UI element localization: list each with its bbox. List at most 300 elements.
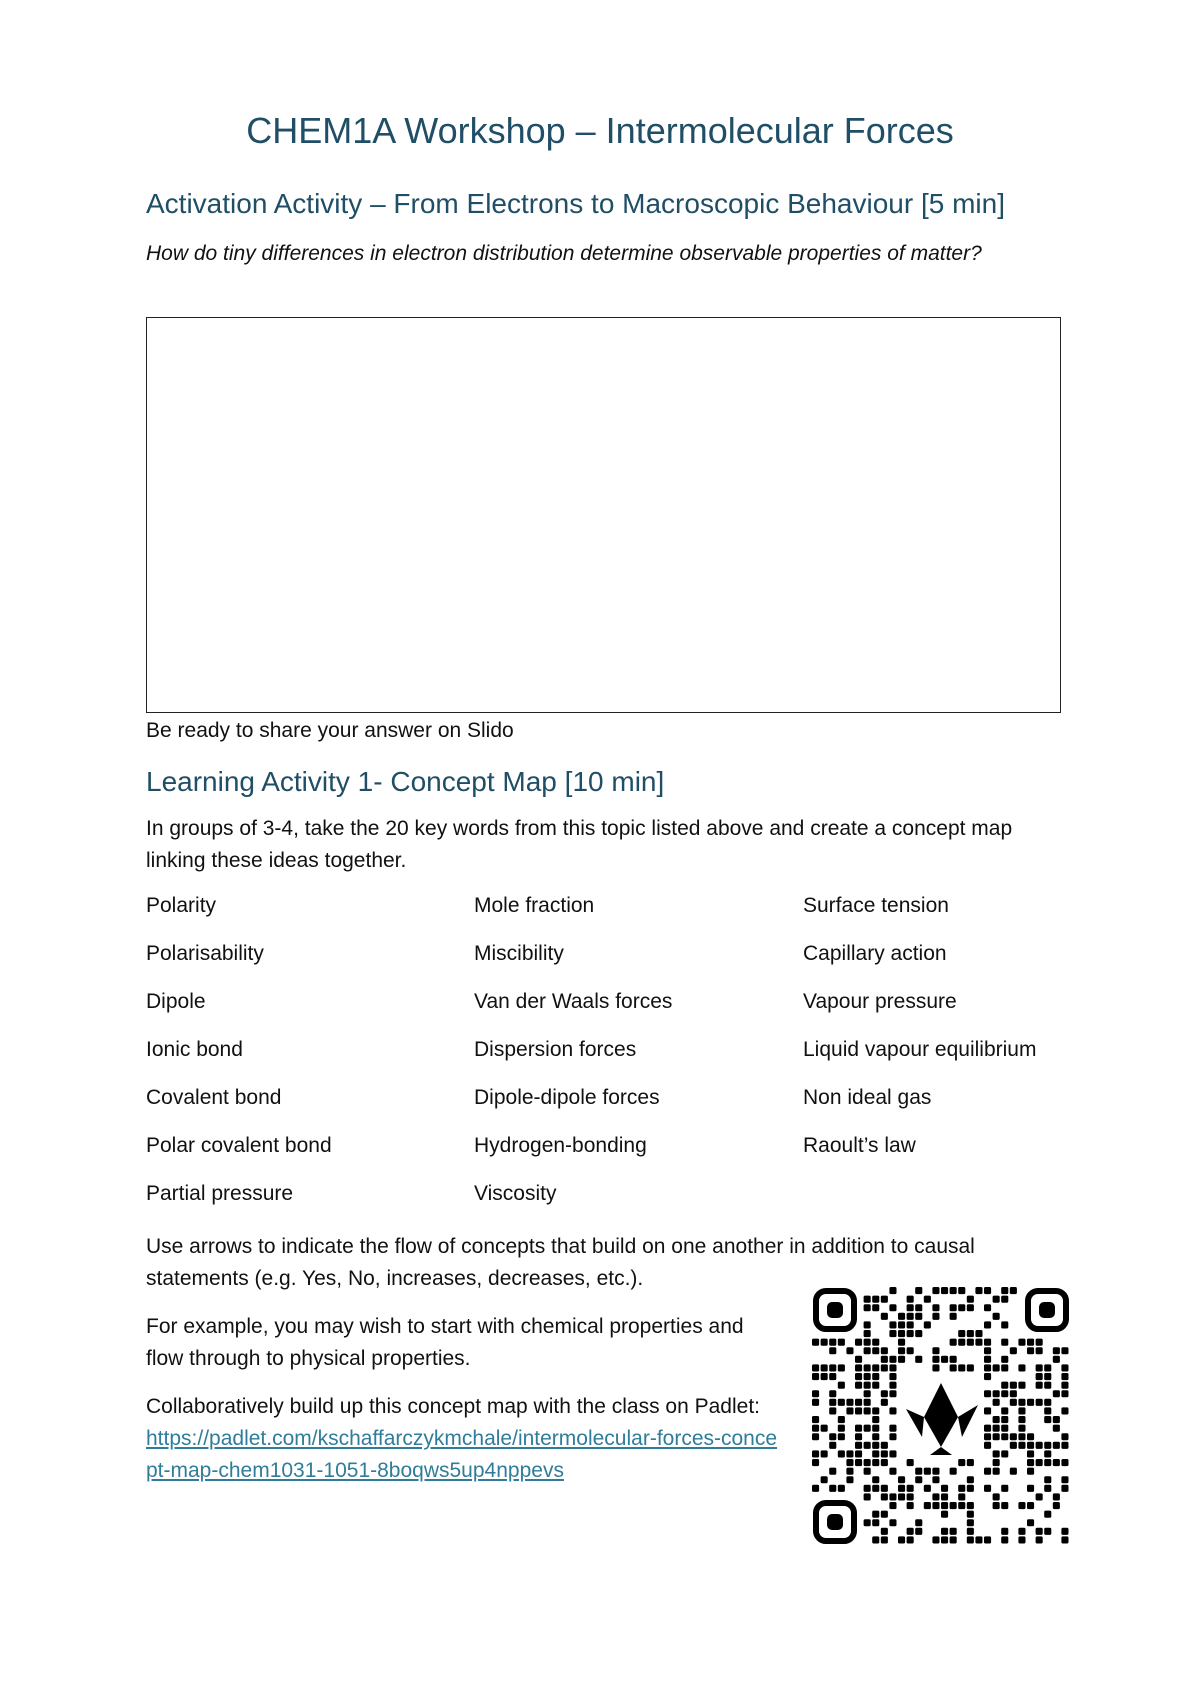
qr-module — [967, 1364, 974, 1371]
qr-module — [915, 1519, 922, 1526]
qr-module — [881, 1364, 888, 1371]
qr-module — [915, 1313, 922, 1320]
qr-module — [967, 1511, 974, 1518]
qr-module — [1044, 1373, 1051, 1380]
qr-module — [1010, 1399, 1017, 1406]
qr-module — [984, 1287, 991, 1294]
qr-module — [1061, 1476, 1068, 1483]
qr-module — [829, 1485, 836, 1492]
qr-module — [950, 1536, 957, 1543]
qr-module — [924, 1296, 931, 1303]
qr-module — [889, 1382, 896, 1389]
qr-module — [889, 1364, 896, 1371]
qr-module — [1053, 1425, 1060, 1432]
qr-module — [941, 1528, 948, 1535]
qr-module — [1027, 1399, 1034, 1406]
qr-module — [889, 1433, 896, 1440]
qr-module — [872, 1536, 879, 1543]
qr-module — [898, 1476, 905, 1483]
qr-module — [889, 1493, 896, 1500]
qr-module — [881, 1442, 888, 1449]
qr-module — [829, 1399, 836, 1406]
qr-module — [864, 1296, 871, 1303]
qr-module — [872, 1425, 879, 1432]
answer-box[interactable] — [146, 317, 1061, 713]
keyword: Surface tension — [803, 894, 949, 917]
qr-module — [984, 1373, 991, 1380]
qr-module — [864, 1407, 871, 1414]
qr-module — [932, 1313, 939, 1320]
qr-module — [846, 1476, 853, 1483]
qr-module — [932, 1304, 939, 1311]
qr-module — [838, 1399, 845, 1406]
qr-module — [881, 1485, 888, 1492]
qr-module — [1027, 1347, 1034, 1354]
qr-module — [1053, 1459, 1060, 1466]
learning-intro: In groups of 3-4, take the 20 key words from this topic listed above and create a concept map linking these ideas together. — [146, 817, 1013, 872]
qr-module — [1001, 1339, 1008, 1346]
qr-module — [872, 1476, 879, 1483]
qr-module — [829, 1407, 836, 1414]
qr-module — [881, 1399, 888, 1406]
qr-module — [941, 1287, 948, 1294]
qr-module — [864, 1519, 871, 1526]
qr-module — [812, 1399, 819, 1406]
qr-module — [932, 1468, 939, 1475]
qr-module — [829, 1442, 836, 1449]
qr-module — [1036, 1493, 1043, 1500]
qr-module — [889, 1356, 896, 1363]
qr-module — [941, 1511, 948, 1518]
qr-module — [1001, 1433, 1008, 1440]
qr-module — [1027, 1519, 1034, 1526]
qr-module — [1001, 1536, 1008, 1543]
qr-module — [924, 1485, 931, 1492]
activation-heading: Activation Activity – From Electrons to Macroscopic Behaviour [5 min] — [146, 188, 1005, 219]
qr-module — [898, 1330, 905, 1337]
qr-module — [864, 1399, 871, 1406]
qr-module — [975, 1330, 982, 1337]
qr-module — [889, 1304, 896, 1311]
qr-module — [889, 1468, 896, 1475]
qr-module — [872, 1416, 879, 1423]
qr-module — [812, 1425, 819, 1432]
collab-instruction — [146, 1391, 786, 1487]
qr-module — [1036, 1399, 1043, 1406]
qr-module — [958, 1493, 965, 1500]
qr-module — [941, 1493, 948, 1500]
qr-module — [941, 1485, 948, 1492]
qr-module — [898, 1313, 905, 1320]
qr-module — [1001, 1321, 1008, 1328]
qr-module — [846, 1468, 853, 1475]
qr-module — [889, 1519, 896, 1526]
qr-module — [838, 1450, 845, 1457]
qr-module — [1010, 1468, 1017, 1475]
qr-module — [1018, 1442, 1025, 1449]
qr-module — [993, 1364, 1000, 1371]
qr-module — [889, 1287, 896, 1294]
qr-module — [898, 1339, 905, 1346]
qr-module — [872, 1339, 879, 1346]
qr-module — [950, 1528, 957, 1535]
qr-module — [993, 1493, 1000, 1500]
qr-module — [1044, 1364, 1051, 1371]
qr-module — [907, 1321, 914, 1328]
qr-module — [855, 1364, 862, 1371]
qr-module — [967, 1485, 974, 1492]
qr-module — [1044, 1459, 1051, 1466]
qr-module — [821, 1339, 828, 1346]
qr-module — [958, 1502, 965, 1509]
qr-module — [864, 1321, 871, 1328]
qr-module — [1027, 1502, 1034, 1509]
qr-module — [1010, 1347, 1017, 1354]
qr-module — [881, 1296, 888, 1303]
qr-module — [872, 1364, 879, 1371]
qr-module — [855, 1373, 862, 1380]
qr-module — [1001, 1416, 1008, 1423]
qr-module — [984, 1433, 991, 1440]
qr-module — [864, 1373, 871, 1380]
qr-module — [1018, 1536, 1025, 1543]
qr-module — [932, 1356, 939, 1363]
qr-module — [1044, 1442, 1051, 1449]
qr-module — [984, 1468, 991, 1475]
qr-module — [1053, 1390, 1060, 1397]
qr-module — [1001, 1296, 1008, 1303]
qr-module — [950, 1313, 957, 1320]
qr-module — [829, 1433, 836, 1440]
qr-module — [1053, 1356, 1060, 1363]
qr-module — [864, 1459, 871, 1466]
qr-module — [864, 1493, 871, 1500]
qr-module — [1010, 1433, 1017, 1440]
qr-module — [1036, 1528, 1043, 1535]
qr-module — [846, 1459, 853, 1466]
qr-module — [872, 1519, 879, 1526]
qr-module — [975, 1536, 982, 1543]
qr-module — [1018, 1407, 1025, 1414]
qr-module — [907, 1313, 914, 1320]
qr-module — [881, 1528, 888, 1535]
qr-module — [898, 1321, 905, 1328]
qr-module — [1001, 1528, 1008, 1535]
qr-module — [967, 1296, 974, 1303]
qr-module — [838, 1433, 845, 1440]
qr-module — [872, 1382, 879, 1389]
qr-module — [881, 1450, 888, 1457]
qr-module — [1044, 1382, 1051, 1389]
qr-module — [864, 1339, 871, 1346]
qr-module — [1036, 1536, 1043, 1543]
qr-module — [1044, 1485, 1051, 1492]
qr-module — [812, 1373, 819, 1380]
qr-module — [1036, 1382, 1043, 1389]
qr-module — [1036, 1364, 1043, 1371]
qr-module — [932, 1364, 939, 1371]
qr-module — [872, 1373, 879, 1380]
qr-module — [1001, 1287, 1008, 1294]
qr-module — [958, 1330, 965, 1337]
qr-module — [984, 1339, 991, 1346]
qr-module — [881, 1493, 888, 1500]
qr-module — [1010, 1442, 1017, 1449]
qr-module — [812, 1459, 819, 1466]
keyword: Van der Waals forces — [474, 990, 673, 1013]
qr-module — [1061, 1382, 1068, 1389]
qr-module — [864, 1382, 871, 1389]
qr-module — [855, 1339, 862, 1346]
keyword: Ionic bond — [146, 1038, 243, 1061]
qr-module — [984, 1425, 991, 1432]
qr-module — [1010, 1390, 1017, 1397]
qr-module — [1053, 1493, 1060, 1500]
qr-module — [932, 1476, 939, 1483]
qr-module — [812, 1485, 819, 1492]
keyword: Covalent bond — [146, 1086, 282, 1109]
qr-module — [1036, 1442, 1043, 1449]
qr-module — [1061, 1536, 1068, 1543]
qr-module — [915, 1330, 922, 1337]
qr-module — [1061, 1373, 1068, 1380]
qr-module — [889, 1390, 896, 1397]
qr-module — [984, 1347, 991, 1354]
qr-module — [1018, 1425, 1025, 1432]
qr-module — [889, 1425, 896, 1432]
qr-module — [915, 1528, 922, 1535]
qr-module — [967, 1536, 974, 1543]
qr-module — [932, 1502, 939, 1509]
qr-module — [967, 1459, 974, 1466]
qr-module — [993, 1425, 1000, 1432]
page-title: CHEM1A Workshop – Intermolecular Forces — [246, 110, 954, 151]
qr-module — [1061, 1390, 1068, 1397]
qr-module — [872, 1407, 879, 1414]
qr-module — [872, 1450, 879, 1457]
qr-module — [1061, 1485, 1068, 1492]
qr-module — [932, 1287, 939, 1294]
qr-module — [889, 1330, 896, 1337]
keyword: Polar covalent bond — [146, 1134, 332, 1157]
qr-module — [984, 1390, 991, 1397]
qr-module — [838, 1485, 845, 1492]
qr-module — [993, 1390, 1000, 1397]
qr-module — [829, 1339, 836, 1346]
qr-module — [950, 1304, 957, 1311]
qr-module — [855, 1382, 862, 1389]
qr-module — [1001, 1450, 1008, 1457]
qr-module — [881, 1536, 888, 1543]
qr-module — [1044, 1399, 1051, 1406]
qr-module — [967, 1502, 974, 1509]
qr-module — [838, 1339, 845, 1346]
qr-module — [1010, 1287, 1017, 1294]
qr-module — [829, 1364, 836, 1371]
qr-module — [915, 1468, 922, 1475]
qr-module — [812, 1390, 819, 1397]
qr-module — [993, 1416, 1000, 1423]
qr-module — [821, 1450, 828, 1457]
qr-module — [993, 1296, 1000, 1303]
qr-module — [984, 1442, 991, 1449]
qr-module — [1061, 1407, 1068, 1414]
qr-module — [950, 1364, 957, 1371]
qr-module — [950, 1502, 957, 1509]
qr-module — [1053, 1442, 1060, 1449]
qr-module — [864, 1364, 871, 1371]
qr-module — [958, 1304, 965, 1311]
qr-module — [1027, 1485, 1034, 1492]
qr-module — [915, 1356, 922, 1363]
qr-module — [975, 1339, 982, 1346]
qr-module — [984, 1364, 991, 1371]
qr-module — [872, 1347, 879, 1354]
qr-module — [958, 1339, 965, 1346]
qr-module — [993, 1450, 1000, 1457]
qr-module — [846, 1347, 853, 1354]
qr-module — [881, 1459, 888, 1466]
qr-module — [907, 1528, 914, 1535]
qr-module — [889, 1321, 896, 1328]
qr-module — [855, 1407, 862, 1414]
qr-module — [967, 1528, 974, 1535]
qr-module — [1053, 1502, 1060, 1509]
share-note: Be ready to share your answer on Slido — [146, 719, 514, 742]
qr-module — [855, 1425, 862, 1432]
qr-module — [864, 1347, 871, 1354]
qr-module — [881, 1356, 888, 1363]
qr-module — [941, 1356, 948, 1363]
qr-module — [907, 1459, 914, 1466]
qr-module — [864, 1390, 871, 1397]
qr-module — [1044, 1450, 1051, 1457]
qr-module — [907, 1304, 914, 1311]
qr-module — [958, 1364, 965, 1371]
qr-module — [1027, 1442, 1034, 1449]
qr-module — [1027, 1468, 1034, 1475]
qr-module — [993, 1502, 1000, 1509]
qr-module — [907, 1502, 914, 1509]
activation-question: How do tiny differences in electron distribution determine observable properties of matter? — [146, 242, 982, 265]
keyword-column-3 — [803, 890, 1063, 1178]
qr-module — [855, 1356, 862, 1363]
qr-module — [993, 1468, 1000, 1475]
qr-module — [958, 1485, 965, 1492]
qr-module — [941, 1502, 948, 1509]
qr-module — [932, 1536, 939, 1543]
qr-module — [993, 1399, 1000, 1406]
arrows-instruction: Use arrows to indicate the flow of concepts that build on one another in addition to causal statements (e.g. Yes, No, increases, decreases, etc.). — [146, 1235, 975, 1290]
qr-module — [1018, 1528, 1025, 1535]
qr-module — [924, 1502, 931, 1509]
qr-module — [829, 1373, 836, 1380]
qr-module — [1044, 1407, 1051, 1414]
qr-module — [915, 1287, 922, 1294]
qr-module — [846, 1450, 853, 1457]
qr-module — [855, 1399, 862, 1406]
qr-module — [1001, 1382, 1008, 1389]
qr-module — [864, 1425, 871, 1432]
keyword: Polarisability — [146, 942, 264, 965]
qr-module — [864, 1330, 871, 1337]
qr-module — [907, 1493, 914, 1500]
qr-module — [907, 1330, 914, 1337]
qr-module — [829, 1347, 836, 1354]
qr-module — [855, 1442, 862, 1449]
qr-module — [838, 1382, 845, 1389]
qr-module — [1018, 1502, 1025, 1509]
qr-module — [932, 1347, 939, 1354]
qr-module — [872, 1459, 879, 1466]
qr-module — [812, 1433, 819, 1440]
qr-module — [898, 1536, 905, 1543]
qr-module — [821, 1364, 828, 1371]
qr-module — [1036, 1373, 1043, 1380]
qr-module — [1061, 1347, 1068, 1354]
padlet-link[interactable]: https://padlet.com/kschaffarczykmchale/intermolecular-forces-concept-map-chem1031-1051-8boqws5up4nppevs — [146, 1427, 778, 1482]
keyword: Capillary action — [803, 942, 947, 965]
keyword: Polarity — [146, 894, 217, 917]
qr-code-icon[interactable] — [812, 1287, 1070, 1545]
qr-module — [950, 1339, 957, 1346]
qr-module — [821, 1373, 828, 1380]
qr-module — [924, 1321, 931, 1328]
qr-module — [864, 1304, 871, 1311]
qr-module — [1061, 1528, 1068, 1535]
qr-module — [1027, 1450, 1034, 1457]
qr-module — [984, 1304, 991, 1311]
qr-module — [924, 1468, 931, 1475]
collab-text: Collaboratively build up this concept map with the class on Padlet: — [146, 1395, 761, 1418]
qr-module — [915, 1304, 922, 1311]
qr-module — [907, 1347, 914, 1354]
qr-module — [898, 1493, 905, 1500]
keyword-column-2 — [474, 890, 774, 1226]
qr-module — [907, 1296, 914, 1303]
qr-module — [872, 1433, 879, 1440]
qr-module — [1010, 1382, 1017, 1389]
keyword: Dipole — [146, 990, 206, 1013]
qr-module — [864, 1442, 871, 1449]
qr-module — [1018, 1399, 1025, 1406]
qr-module — [950, 1468, 957, 1475]
keyword: Viscosity — [474, 1182, 557, 1205]
qr-module — [898, 1356, 905, 1363]
qr-module — [984, 1321, 991, 1328]
qr-module — [1018, 1416, 1025, 1423]
qr-module — [967, 1330, 974, 1337]
keyword-column-1 — [146, 890, 446, 1226]
qr-module — [898, 1485, 905, 1492]
qr-module — [993, 1433, 1000, 1440]
qr-module — [1001, 1356, 1008, 1363]
qr-module — [967, 1339, 974, 1346]
qr-module — [812, 1450, 819, 1457]
qr-module — [881, 1313, 888, 1320]
qr-module — [958, 1287, 965, 1294]
qr-module — [889, 1407, 896, 1414]
qr-module — [872, 1296, 879, 1303]
qr-module — [1061, 1433, 1068, 1440]
qr-module — [872, 1442, 879, 1449]
qr-module — [838, 1425, 845, 1432]
qr-module — [889, 1373, 896, 1380]
qr-module — [872, 1511, 879, 1518]
qr-module — [812, 1416, 819, 1423]
qr-module — [1018, 1364, 1025, 1371]
qr-module — [855, 1450, 862, 1457]
